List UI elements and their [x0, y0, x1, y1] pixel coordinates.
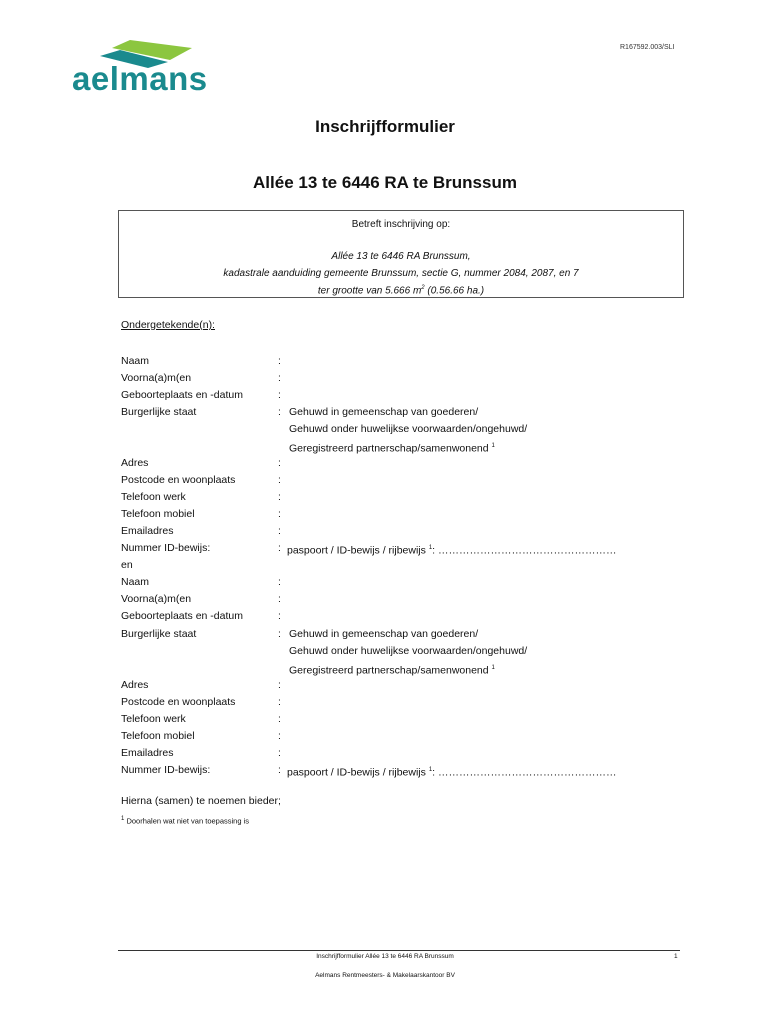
- logo-wordmark: aelmans: [72, 60, 208, 97]
- box-cadastral: kadastrale aanduiding gemeente Brunssum, sectie G, nummer 2084, 2087, en 7: [223, 268, 579, 279]
- page-title: Inschrijfformulier: [315, 117, 455, 136]
- footnote: $^1$ Doorhalen wat niet van toepassing is: [121, 816, 250, 826]
- page-subtitle: Allée 13 te 6446 RA te Brunssum: [253, 173, 517, 192]
- bieder-statement: Hierna (samen) te noemen bieder;: [121, 795, 281, 807]
- box-heading: Betreft inschrijving op:: [351, 219, 451, 230]
- footer-company: Aelmans Rentmeesters- & Makelaarskantoor BV: [315, 972, 455, 979]
- property-info-box: [118, 210, 684, 298]
- box-address: Allée 13 te 6446 RA Brunssum,: [331, 251, 471, 262]
- footer-document-title: Inschrijfformulier Allée 13 te 6446 RA Brunssum: [316, 953, 454, 960]
- aelmans-logo: [72, 38, 232, 98]
- footer-divider: [118, 950, 680, 951]
- footer-page-number: 1: [674, 953, 678, 960]
- section-label: Ondergetekende(n):: [121, 319, 215, 331]
- document-reference: R167592.003/SLI: [620, 44, 675, 51]
- box-size: ter grootte van 5.666 $m^2$ (0.56.66 ha.): [317, 285, 485, 297]
